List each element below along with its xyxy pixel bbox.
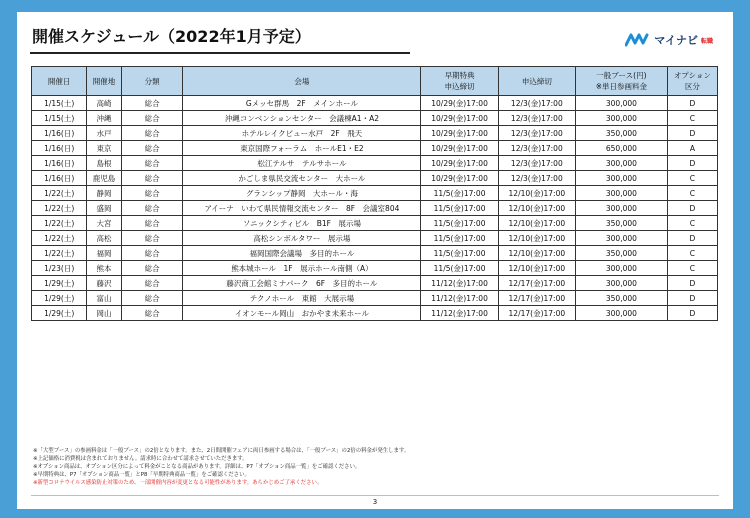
column-header-sublabel: 区分 [684,82,700,91]
column-header-label: 開催日 [47,76,71,86]
location-cell: 東京 [87,141,121,156]
category-cell: 総合 [121,231,183,246]
category-cell: 総合 [121,96,183,111]
category-cell: 総合 [121,141,183,156]
location-cell: 島根 [87,156,121,171]
table-row [32,156,718,171]
early-deadline-cell: 11/12(金)17:00 [421,306,498,321]
early-deadline-cell: 10/29(金)17:00 [421,111,498,126]
location-cell: 熊本 [87,261,121,276]
table-row [32,201,718,216]
location-cell: 静岡 [87,186,121,201]
venue-cell: 熊本城ホール 1F 展示ホール南側（A） [183,261,421,276]
venue-cell: 高松シンボルタワー 展示場 [183,231,421,246]
schedule-table [31,66,718,321]
booth-price-cell: 300,000 [575,261,667,276]
category-cell: 総合 [121,156,183,171]
early-deadline-cell: 10/29(金)17:00 [421,171,498,186]
table-row [32,96,718,111]
category-cell: 総合 [121,111,183,126]
column-header [121,67,183,96]
location-cell: 沖縄 [87,111,121,126]
footnote-line: ※早期特典は、P7「オプション商品一覧」とP8「早期特典商品一覧」をご確認ください。 [33,472,250,478]
venue-cell: テクノホール 東館 大展示場 [183,291,421,306]
booth-price-cell: 300,000 [575,201,667,216]
early-deadline-cell: 10/29(金)17:00 [421,126,498,141]
booth-price-cell: 350,000 [575,246,667,261]
location-cell: 盛岡 [87,201,121,216]
column-header [421,67,498,96]
early-deadline-cell: 11/5(金)17:00 [421,216,498,231]
category-cell: 総合 [121,201,183,216]
date-cell: 1/22(土) [32,201,87,216]
deadline-cell: 12/3(金)17:00 [498,96,575,111]
table-row [32,306,718,321]
venue-cell: 沖縄コンベンションセンター 会議棟A1・A2 [183,111,421,126]
footer-divider [31,495,719,496]
early-deadline-cell: 11/5(金)17:00 [421,201,498,216]
option-class-cell: D [667,126,717,141]
deadline-cell: 12/3(金)17:00 [498,156,575,171]
early-deadline-cell: 10/29(金)17:00 [421,96,498,111]
option-class-cell: C [667,171,717,186]
location-cell: 鹿児島 [87,171,121,186]
table-row [32,276,718,291]
booth-price-cell: 350,000 [575,126,667,141]
early-deadline-cell: 11/5(金)17:00 [421,186,498,201]
date-cell: 1/29(土) [32,291,87,306]
deadline-cell: 12/17(金)17:00 [498,291,575,306]
title-bar [30,22,410,54]
mynavi-logo-icon [625,32,651,48]
column-header-sublabel: 申込締切 [444,82,475,91]
deadline-cell: 12/17(金)17:00 [498,306,575,321]
column-header-label: 一般ブース(円) [596,71,647,80]
venue-cell: イオンモール岡山 おかやま未来ホール [183,306,421,321]
location-cell: 高松 [87,231,121,246]
column-header [183,67,421,96]
venue-cell: アイーナ いわて県民情報交流センター 8F 会議室804 [183,201,421,216]
booth-price-cell: 350,000 [575,291,667,306]
booth-price-cell: 300,000 [575,156,667,171]
date-cell: 1/23(日) [32,261,87,276]
deadline-cell: 12/10(金)17:00 [498,186,575,201]
early-deadline-cell: 11/5(金)17:00 [421,231,498,246]
location-cell: 藤沢 [87,276,121,291]
booth-price-cell: 650,000 [575,141,667,156]
early-deadline-cell: 11/12(金)17:00 [421,291,498,306]
venue-cell: 藤沢商工会館ミナパーク 6F 多目的ホール [183,276,421,291]
date-cell: 1/29(土) [32,306,87,321]
date-cell: 1/29(土) [32,276,87,291]
date-cell: 1/22(土) [32,246,87,261]
early-deadline-cell: 11/5(金)17:00 [421,261,498,276]
logo-text: マイナビ [654,34,698,47]
venue-cell: ホテルレイクビュー水戸 2F 飛天 [183,126,421,141]
category-cell: 総合 [121,126,183,141]
table-row [32,186,718,201]
date-cell: 1/15(土) [32,111,87,126]
venue-cell: かごしま県民交流センター 大ホール [183,171,421,186]
table-row [32,261,718,276]
option-class-cell: C [667,111,717,126]
table-row [32,126,718,141]
date-cell: 1/16(日) [32,156,87,171]
booth-price-cell: 300,000 [575,306,667,321]
venue-cell: 東京国際フォーラム ホールE1・E2 [183,141,421,156]
date-cell: 1/15(土) [32,96,87,111]
booth-price-cell: 300,000 [575,171,667,186]
venue-cell: ソニックシティビル B1F 展示場 [183,216,421,231]
footnote-line: ※上記価格に消費税は含まれておりません。請求時に合わせて請求させていただきます。 [33,456,248,462]
page-number: 3 [372,498,378,506]
option-class-cell: C [667,186,717,201]
option-class-cell: D [667,306,717,321]
date-cell: 1/16(日) [32,126,87,141]
venue-cell: Gメッセ群馬 2F メインホール [183,96,421,111]
option-class-cell: A [667,141,717,156]
category-cell: 総合 [121,186,183,201]
footnote-line: ※「大型ブース」の参画料金は「一般ブース」の2倍となります。また、2日間開催フェアに両日参画する場合は、「一般ブース」の2倍の料金が発生します。 [33,448,410,454]
footnotes [33,447,723,487]
location-cell: 富山 [87,291,121,306]
option-class-cell: D [667,276,717,291]
date-cell: 1/22(土) [32,231,87,246]
deadline-cell: 12/3(金)17:00 [498,141,575,156]
table-row [32,246,718,261]
option-class-cell: D [667,231,717,246]
option-class-cell: D [667,96,717,111]
deadline-cell: 12/10(金)17:00 [498,246,575,261]
location-cell: 岡山 [87,306,121,321]
category-cell: 総合 [121,171,183,186]
booth-price-cell: 300,000 [575,111,667,126]
category-cell: 総合 [121,246,183,261]
footnote-line: ※オプション商品は、オプション区分によって料金がことなる商品があります。詳細は、P7「オプション商品一覧」をご確認ください。 [33,464,361,470]
document-page [17,12,733,509]
page-title: 開催スケジュール（2022年1月予定） [32,27,311,46]
column-header-label: 分類 [144,76,160,86]
table-row [32,171,718,186]
option-class-cell: D [667,156,717,171]
date-cell: 1/16(日) [32,141,87,156]
column-header-sublabel: ※単日参画料金 [595,82,648,91]
table-row [32,291,718,306]
venue-cell: 福岡国際会議場 多目的ホール [183,246,421,261]
category-cell: 総合 [121,276,183,291]
option-class-cell: C [667,261,717,276]
logo-subtext: 転職 [700,37,713,45]
column-header-label: 早期特典 [444,71,475,80]
booth-price-cell: 300,000 [575,186,667,201]
location-cell: 水戸 [87,126,121,141]
option-class-cell: D [667,291,717,306]
footnote-line: ※新型コロナウイルス感染防止対策のため、一部開催内容が変更となる可能性があります。あらかじめご了承ください。 [33,480,323,486]
column-header-label: 開催地 [92,76,116,86]
column-header-label: オプション [674,71,711,80]
option-class-cell: D [667,201,717,216]
table-row [32,111,718,126]
brand-logo [625,30,713,50]
deadline-cell: 12/10(金)17:00 [498,201,575,216]
category-cell: 総合 [121,306,183,321]
column-header [498,67,575,96]
booth-price-cell: 350,000 [575,216,667,231]
column-header [575,67,667,96]
category-cell: 総合 [121,261,183,276]
deadline-cell: 12/10(金)17:00 [498,231,575,246]
early-deadline-cell: 10/29(金)17:00 [421,156,498,171]
table-row [32,231,718,246]
deadline-cell: 12/10(金)17:00 [498,216,575,231]
category-cell: 総合 [121,216,183,231]
deadline-cell: 12/3(金)17:00 [498,111,575,126]
location-cell: 高崎 [87,96,121,111]
date-cell: 1/22(土) [32,216,87,231]
venue-cell: グランシップ静岡 大ホール・海 [183,186,421,201]
column-header-label: 申込締切 [521,76,552,86]
column-header-label: 会場 [294,76,310,86]
column-header [87,67,121,96]
early-deadline-cell: 11/12(金)17:00 [421,276,498,291]
early-deadline-cell: 11/5(金)17:00 [421,246,498,261]
deadline-cell: 12/17(金)17:00 [498,276,575,291]
date-cell: 1/16(日) [32,171,87,186]
option-class-cell: C [667,216,717,231]
deadline-cell: 12/10(金)17:00 [498,261,575,276]
early-deadline-cell: 10/29(金)17:00 [421,141,498,156]
booth-price-cell: 300,000 [575,96,667,111]
location-cell: 大宮 [87,216,121,231]
date-cell: 1/22(土) [32,186,87,201]
column-header [667,67,717,96]
location-cell: 福岡 [87,246,121,261]
venue-cell: 松江テルサ テルサホール [183,156,421,171]
table-body [32,96,718,321]
table-row [32,141,718,156]
deadline-cell: 12/3(金)17:00 [498,171,575,186]
deadline-cell: 12/3(金)17:00 [498,126,575,141]
booth-price-cell: 300,000 [575,276,667,291]
table-row [32,216,718,231]
category-cell: 総合 [121,291,183,306]
column-header [32,67,87,96]
booth-price-cell: 300,000 [575,231,667,246]
table-header-row [32,67,718,96]
option-class-cell: C [667,246,717,261]
